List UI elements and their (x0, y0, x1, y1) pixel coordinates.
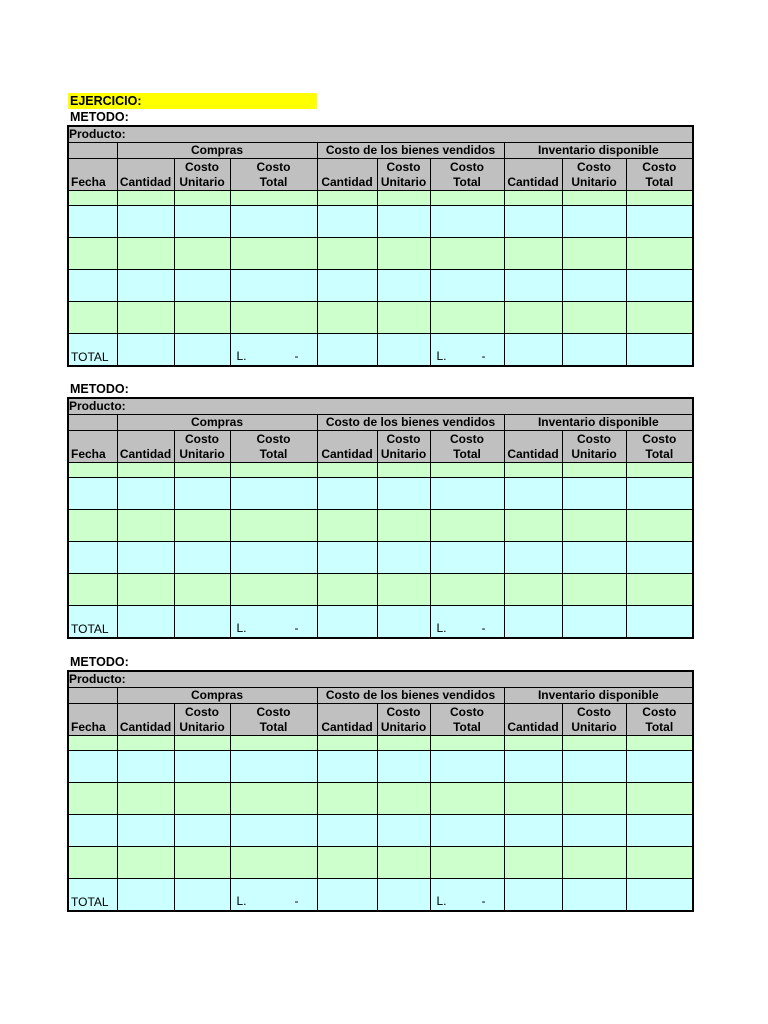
fecha-header: Fecha (68, 704, 117, 736)
costo-unitario-header: Costo Unitario (562, 704, 626, 736)
cantidad-header: Cantidad (317, 431, 377, 463)
cantidad-header: Cantidad (317, 704, 377, 736)
metodo-label: METODO: (70, 382, 129, 396)
cantidad-header: Cantidad (504, 704, 562, 736)
table-row (68, 463, 693, 478)
table-row (68, 270, 693, 302)
compras-total-cell[interactable]: L. - (230, 879, 317, 912)
costo-total-header: Costo Total (230, 704, 317, 736)
total-row (68, 606, 693, 639)
table-row (68, 206, 693, 238)
costo-unitario-header: Costo Unitario (562, 159, 626, 191)
total-label: TOTAL (68, 334, 117, 367)
costo-unitario-header: Costo Unitario (377, 159, 430, 191)
costo-unitario-header: Costo Unitario (377, 704, 430, 736)
metodo-label: METODO: (70, 655, 129, 669)
compras-header: Compras (117, 415, 317, 431)
fecha-header: Fecha (68, 159, 117, 191)
blank-header-cell (68, 688, 117, 704)
blank-header-cell (68, 143, 117, 159)
table-row (68, 542, 693, 574)
costo-vendidos-header: Costo de los bienes vendidos (317, 143, 504, 159)
costo-vendidos-total-cell[interactable]: L. - (430, 879, 504, 912)
table-row (68, 574, 693, 606)
producto-cell: Producto: (68, 671, 693, 688)
fecha-header: Fecha (68, 431, 117, 463)
costo-total-header: Costo Total (626, 159, 693, 191)
costo-total-header: Costo Total (626, 704, 693, 736)
costo-vendidos-total-cell[interactable]: L. - (430, 606, 504, 639)
costo-total-header: Costo Total (626, 431, 693, 463)
kardex-table (67, 125, 694, 367)
costo-total-header: Costo Total (430, 159, 504, 191)
costo-vendidos-header: Costo de los bienes vendidos (317, 688, 504, 704)
total-row (68, 879, 693, 912)
cantidad-header: Cantidad (117, 159, 174, 191)
producto-cell: Producto: (68, 126, 693, 143)
compras-total-cell[interactable]: L. - (230, 606, 317, 639)
table-row (68, 191, 693, 206)
table-row (68, 238, 693, 270)
producto-cell: Producto: (68, 398, 693, 415)
cantidad-header: Cantidad (117, 704, 174, 736)
blank-header-cell (68, 415, 117, 431)
compras-header: Compras (117, 688, 317, 704)
costo-unitario-header: Costo Unitario (562, 431, 626, 463)
costo-total-header: Costo Total (430, 431, 504, 463)
ejercicio-label: EJERCICIO: (68, 93, 317, 109)
metodo-label: METODO: (70, 110, 129, 124)
table-row (68, 783, 693, 815)
inventario-header: Inventario disponible (504, 143, 693, 159)
table-row (68, 736, 693, 751)
inventario-header: Inventario disponible (504, 415, 693, 431)
costo-total-header: Costo Total (430, 704, 504, 736)
table-row (68, 302, 693, 334)
table-row (68, 815, 693, 847)
table-row (68, 847, 693, 879)
compras-header: Compras (117, 143, 317, 159)
cantidad-header: Cantidad (317, 159, 377, 191)
costo-vendidos-header: Costo de los bienes vendidos (317, 415, 504, 431)
cantidad-header: Cantidad (504, 159, 562, 191)
total-row (68, 334, 693, 367)
table-row (68, 751, 693, 783)
costo-vendidos-total-cell[interactable]: L. - (430, 334, 504, 367)
table-row (68, 478, 693, 510)
costo-total-header: Costo Total (230, 431, 317, 463)
compras-total-cell[interactable]: L. - (230, 334, 317, 367)
costo-total-header: Costo Total (230, 159, 317, 191)
kardex-table (67, 397, 694, 639)
costo-unitario-header: Costo Unitario (174, 159, 230, 191)
total-label: TOTAL (68, 879, 117, 912)
costo-unitario-header: Costo Unitario (174, 704, 230, 736)
costo-unitario-header: Costo Unitario (174, 431, 230, 463)
inventario-header: Inventario disponible (504, 688, 693, 704)
cantidad-header: Cantidad (504, 431, 562, 463)
table-row (68, 510, 693, 542)
cantidad-header: Cantidad (117, 431, 174, 463)
costo-unitario-header: Costo Unitario (377, 431, 430, 463)
total-label: TOTAL (68, 606, 117, 639)
kardex-table (67, 670, 694, 912)
